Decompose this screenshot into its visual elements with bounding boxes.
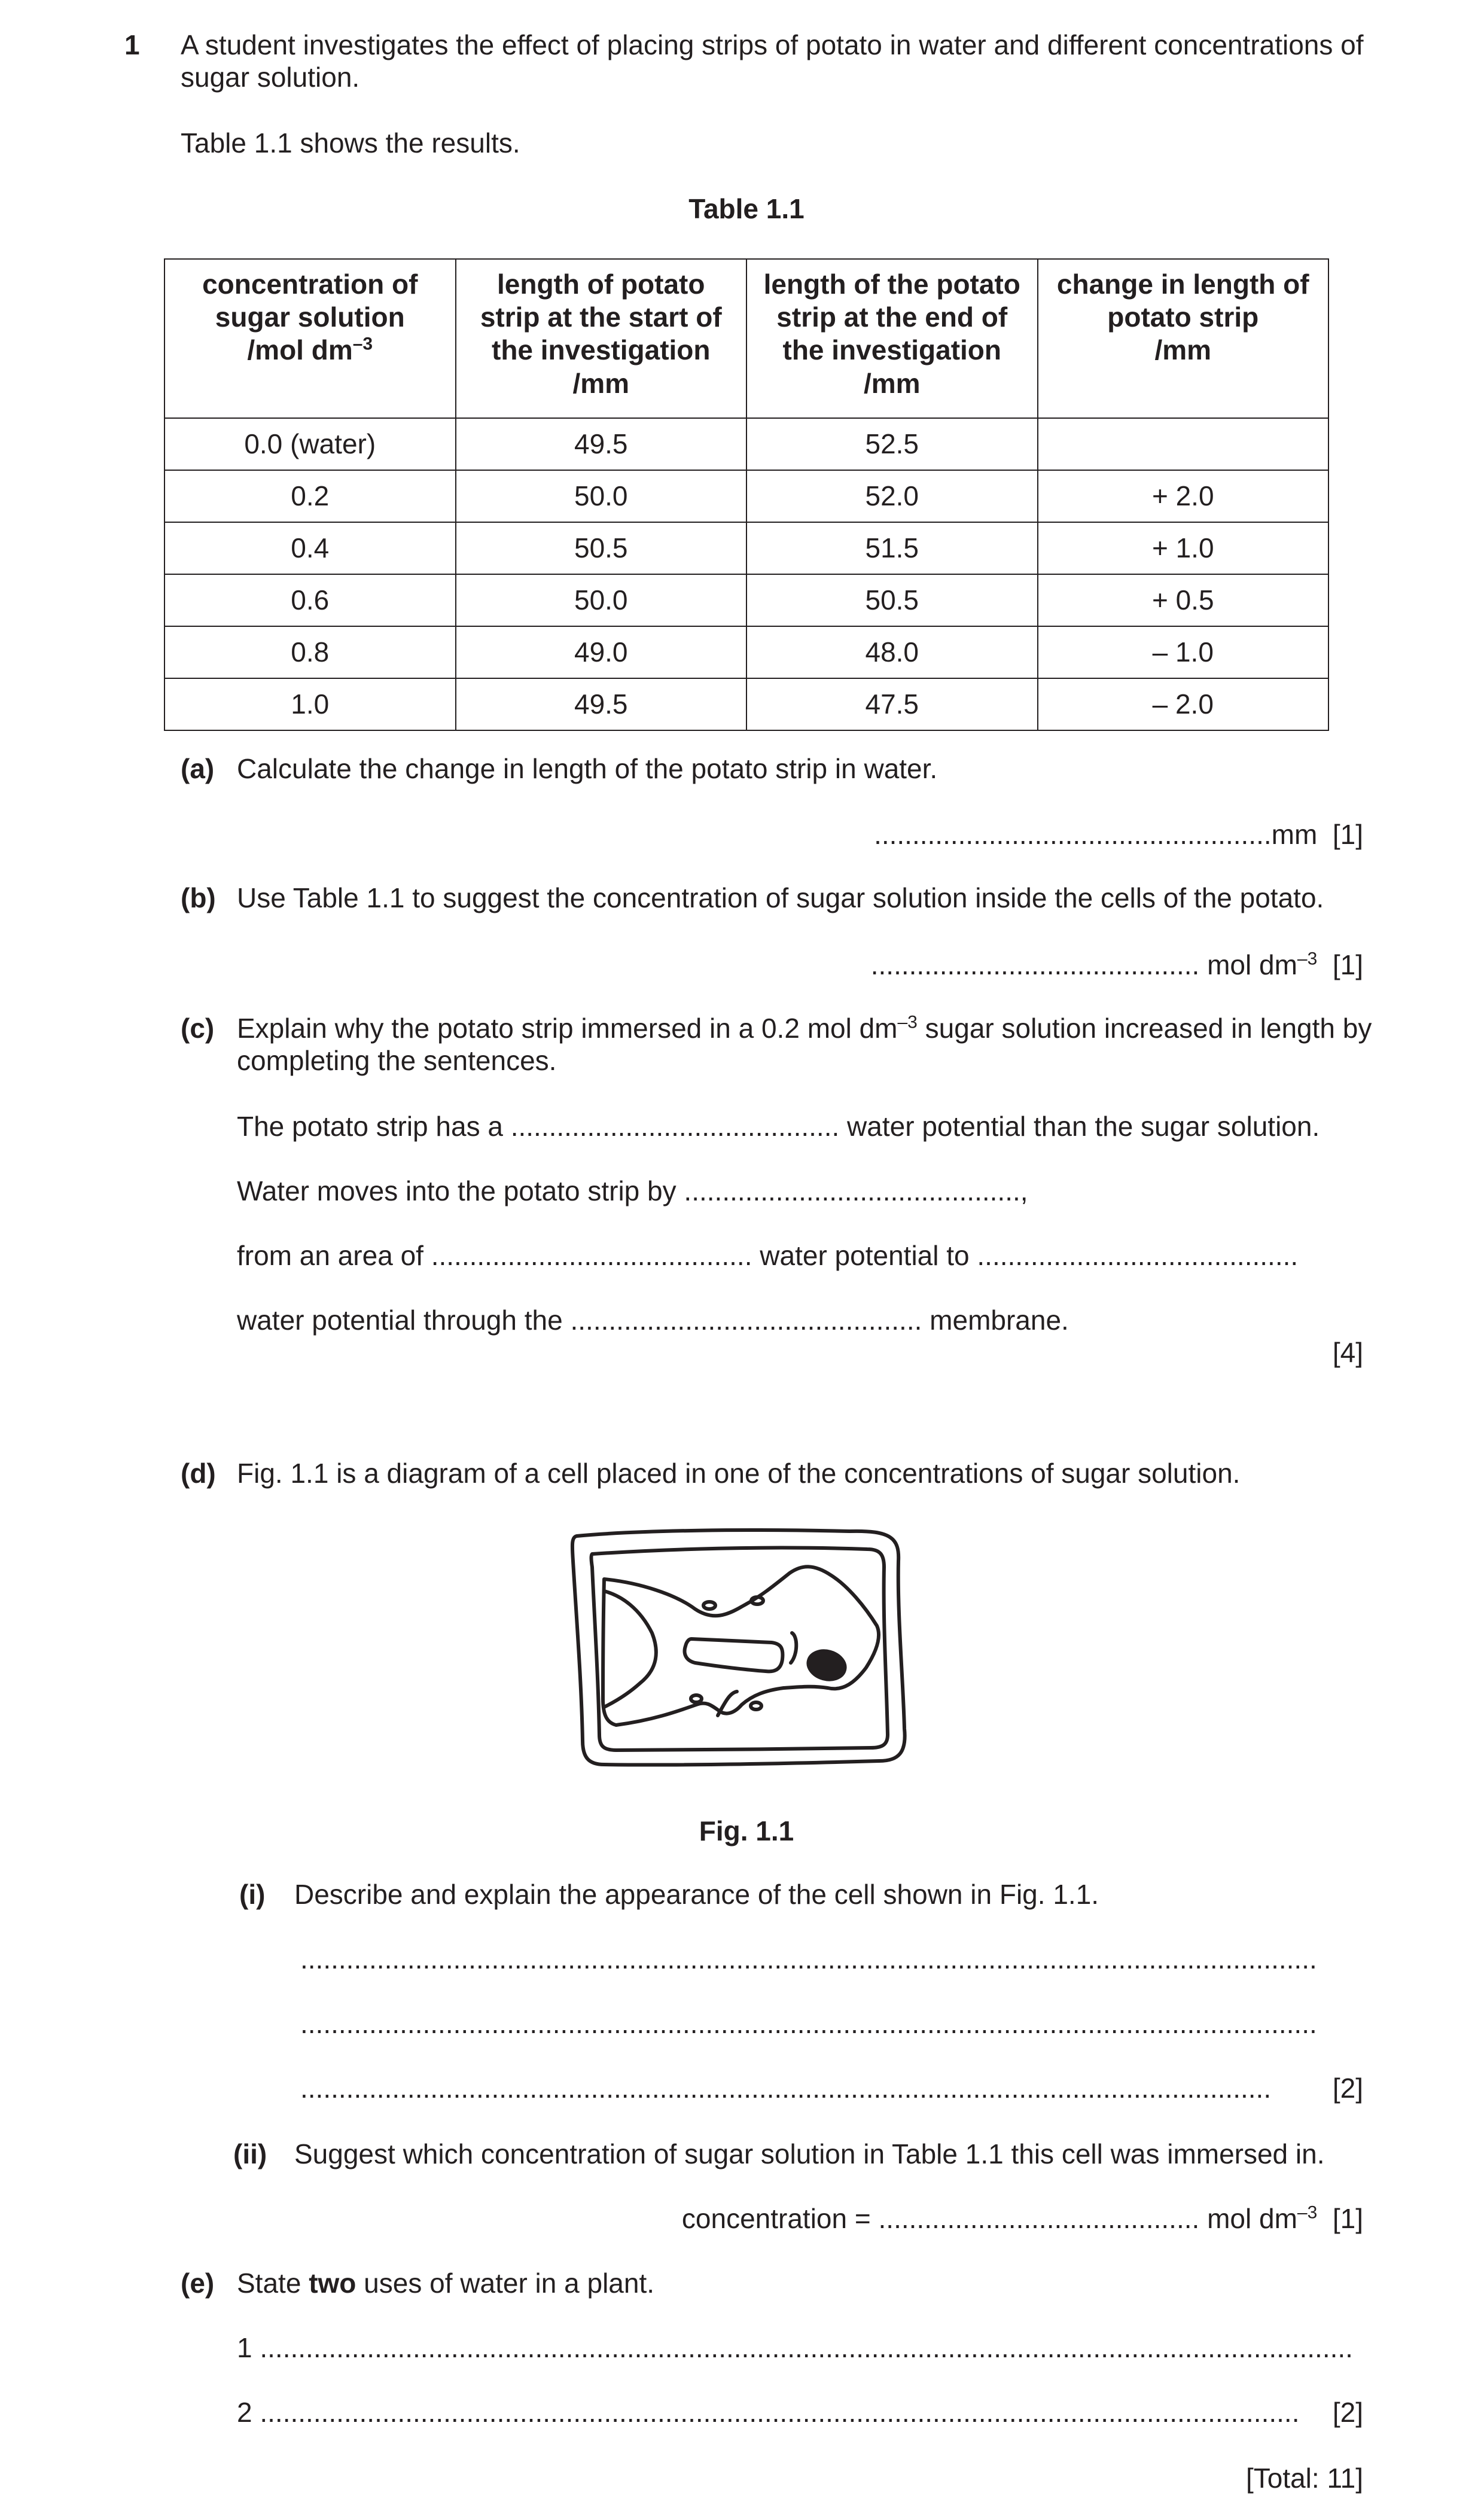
part-d-ii-text: Suggest which concentration of sugar solution in Table 1.1 this cell was immersed in.: [294, 2138, 1325, 2169]
results-table: [164, 258, 1329, 731]
table-cell: 0.4: [164, 522, 456, 574]
cell-wall-inner: [592, 1548, 888, 1750]
table-cell: 50.0: [456, 574, 747, 626]
table-cell: 51.5: [746, 522, 1038, 574]
part-c-blank-1[interactable]: ...........................................: [510, 1111, 840, 1142]
table-cell: 0.8: [164, 626, 456, 678]
question-intro-line1: A student investigates the effect of placing strips of potato in water and different concentrations of: [181, 29, 1364, 60]
part-c-sentence-3: from an area of .......................................... water potential to ..........................................: [237, 1240, 1299, 1271]
header-change-length: change in length of potato strip /mm: [1038, 259, 1329, 418]
part-e-answer-2: 2 ........................................................................................................................................: [237, 2397, 1300, 2428]
table-cell: 47.5: [746, 678, 1038, 730]
table-reference: Table 1.1 shows the results.: [181, 127, 520, 159]
part-a-text: Calculate the change in length of the potato strip in water.: [237, 753, 938, 784]
part-c-sentence-4: water potential through the .............................................. membrane.: [237, 1305, 1069, 1336]
part-e-label: (e): [181, 2268, 215, 2299]
table-cell: + 1.0: [1038, 522, 1329, 574]
part-c-text: Explain why the potato strip immersed in a 0.2 mol $dm^{-3}$ sugar solution increased in length by: [237, 1012, 1372, 1044]
table-cell: 0.6: [164, 574, 456, 626]
part-d-i-text: Describe and explain the appearance of the cell shown in Fig. 1.1.: [294, 1879, 1099, 1910]
part-c-blank-3[interactable]: ..........................................: [431, 1240, 752, 1271]
total-marks: [Total: 11]: [1245, 2463, 1363, 2494]
table-row: [164, 470, 1328, 522]
table-cell: 49.0: [456, 626, 747, 678]
part-d-i-answer-line-1[interactable]: .....................................................................................................................................: [300, 1943, 1317, 1974]
table-cell: 50.5: [456, 522, 747, 574]
table-caption: Table 1.1: [688, 193, 805, 224]
table-cell: 0.2: [164, 470, 456, 522]
part-e-answer-1: 1 ...............................................................................................................................................: [237, 2332, 1353, 2363]
question-number: 1: [124, 29, 140, 60]
table-cell: 52.0: [746, 470, 1038, 522]
part-a-marks: [1]: [1332, 819, 1363, 850]
part-a-label: (a): [181, 753, 215, 784]
cell-wall-outer: [572, 1530, 905, 1765]
table-row: [164, 626, 1328, 678]
part-b-answer-field[interactable]: ...........................................: [870, 949, 1200, 980]
part-b-text: Use Table 1.1 to suggest the concentration of sugar solution inside the cells of the potato.: [237, 882, 1324, 913]
vacuole: [685, 1639, 783, 1671]
header-end-length: length of the potato strip at the end of the investigation /mm: [746, 259, 1038, 418]
table-row: [164, 418, 1328, 470]
part-d-i-label: (i): [239, 1879, 266, 1910]
table-cell: – 1.0: [1038, 626, 1329, 678]
part-a-answer-field[interactable]: ....................................................: [874, 819, 1272, 850]
part-c-blank-2[interactable]: ............................................,: [684, 1175, 1028, 1206]
header-start-length: length of potato strip at the start of the investigation /mm: [456, 259, 747, 418]
part-e-answer-field-2[interactable]: ........................................................................................................................................: [260, 2397, 1300, 2428]
part-d-i-marks: [2]: [1332, 2073, 1363, 2104]
part-d-text: Fig. 1.1 is a diagram of a cell placed in one of the concentrations of sugar solution.: [237, 1458, 1241, 1489]
figure-caption: Fig. 1.1: [699, 1815, 794, 1846]
table-cell: – 2.0: [1038, 678, 1329, 730]
table-cell: 52.5: [746, 418, 1038, 470]
part-c-marks: [4]: [1332, 1337, 1363, 1368]
table-header-row: [164, 259, 1328, 418]
table-cell-answer[interactable]: [1038, 418, 1329, 470]
part-d-label: (d): [181, 1458, 216, 1489]
table-row: [164, 574, 1328, 626]
table-cell: + 0.5: [1038, 574, 1329, 626]
table-cell: 50.5: [746, 574, 1038, 626]
part-c-blank-4[interactable]: ..........................................: [977, 1240, 1299, 1271]
question-intro-line2: sugar solution.: [181, 62, 360, 93]
part-e-text: State two uses of water in a plant.: [237, 2268, 655, 2299]
cell-membrane: [603, 1567, 879, 1725]
part-d-ii-label: (ii): [233, 2138, 267, 2169]
part-b-answer-line: ........................................... mol $dm^{-3}$ [1]: [870, 949, 1363, 980]
nucleus: [805, 1647, 849, 1684]
part-d-ii-marks: [1]: [1332, 2203, 1363, 2234]
table-cell: 50.0: [456, 470, 747, 522]
part-c-sentence-2: Water moves into the potato strip by ............................................,: [237, 1175, 1028, 1206]
part-e-marks: [2]: [1332, 2397, 1363, 2428]
part-d-i-answer-line-2[interactable]: .....................................................................................................................................: [300, 2008, 1317, 2039]
plasmolysed-cell-diagram: [568, 1525, 915, 1776]
table-row: [164, 678, 1328, 730]
table-cell: 49.5: [456, 418, 747, 470]
table-row: [164, 522, 1328, 574]
part-c-blank-5[interactable]: ..............................................: [570, 1305, 922, 1336]
table-cell: 48.0: [746, 626, 1038, 678]
part-c-sentence-1: The potato strip has a ........................................... water potential than the sugar solution.: [237, 1111, 1320, 1142]
table-cell: 1.0: [164, 678, 456, 730]
part-b-label: (b): [181, 882, 216, 913]
concentration-answer-field[interactable]: ..........................................: [878, 2203, 1200, 2234]
part-c-text-line2: completing the sentences.: [237, 1045, 557, 1076]
table-cell: 0.0 (water): [164, 418, 456, 470]
part-c-label: (c): [181, 1013, 215, 1044]
part-d-i-answer-line-3[interactable]: ...............................................................................................................................: [300, 2073, 1272, 2104]
part-e-answer-field-1[interactable]: ...............................................................................................................................................: [260, 2332, 1353, 2363]
table-cell: 49.5: [456, 678, 747, 730]
part-b-marks: [1]: [1332, 949, 1363, 980]
part-d-ii-answer-line: concentration = .......................................... mol $dm^{-3}$ [1]: [681, 2202, 1363, 2234]
part-a-answer-line: ....................................................mm [1]: [874, 819, 1363, 850]
table-cell: + 2.0: [1038, 470, 1329, 522]
header-concentration: concentration of sugar solution /mol $dm^{-3}$: [164, 259, 456, 418]
